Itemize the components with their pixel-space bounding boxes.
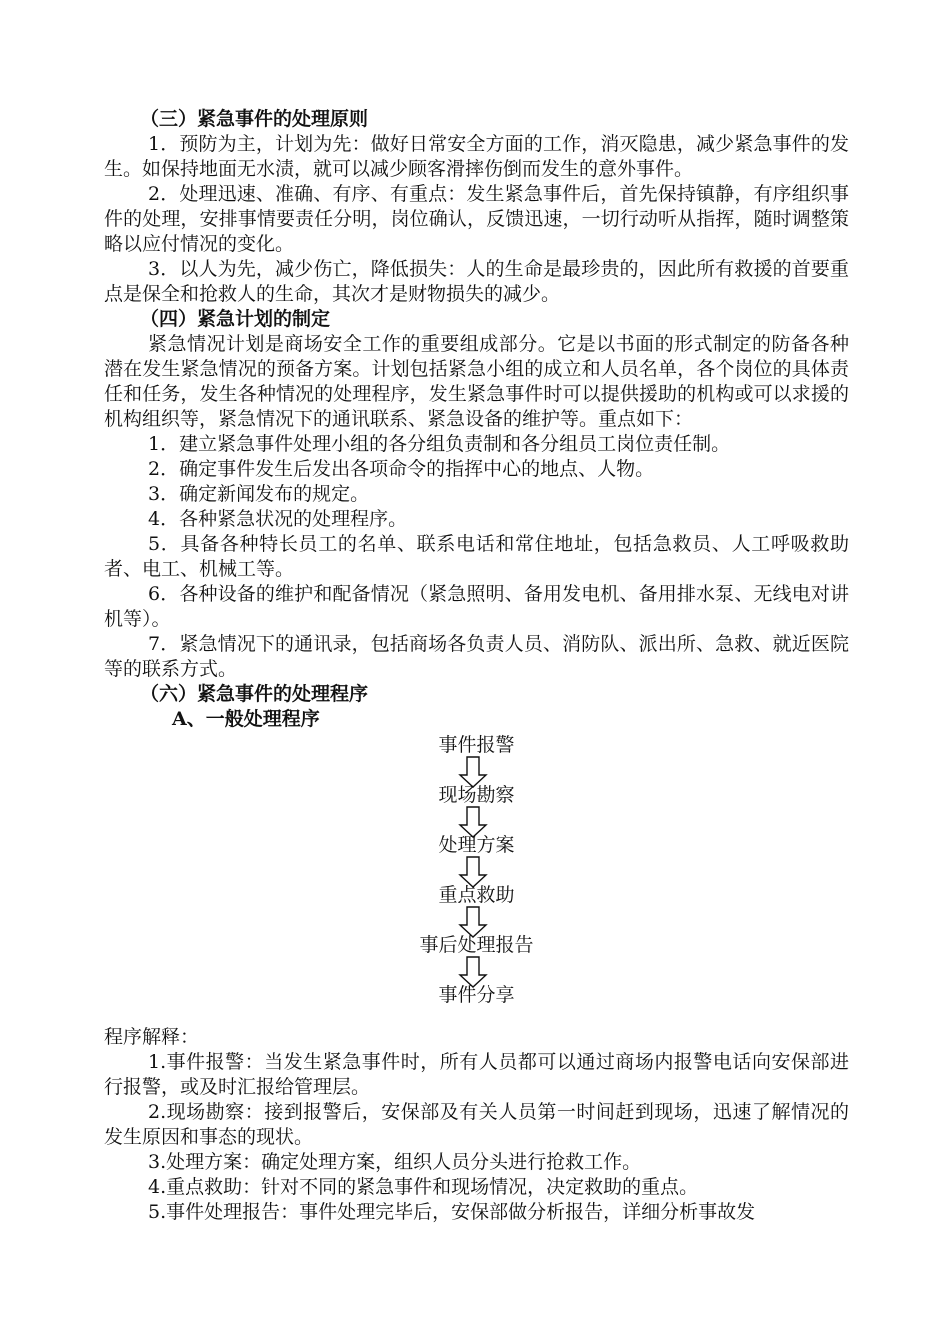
explanation-item: 3.处理方案：确定处理方案，组织人员分头进行抢救工作。 bbox=[148, 1151, 642, 1173]
explanation-item: 4.重点救助：针对不同的紧急事件和现场情况，决定救助的重点。 bbox=[148, 1176, 699, 1198]
flow-step: 现场勘察 bbox=[438, 784, 515, 806]
explanation-label: 程序解释： bbox=[104, 1026, 200, 1048]
section-4-item: 2．确定事件发生后发出各项命令的指挥中心的地点、人物。 bbox=[148, 458, 655, 480]
flow-step: 重点救助 bbox=[438, 884, 515, 906]
document-page bbox=[104, 107, 849, 1225]
section-4-intro: 紧急情况计划是商场安全工作的重要组成部分。它是以书面的形式制定的防备各种潜在发生紧急情况的预备方案。计划包括紧急小组的成立和人员名单，各个岗位的具体责任和任务，发生各种情况的处理程序，发生紧急事件时可以提供援助的机构或可以求援的机构组织等，紧急情况下的通讯联系、紧急设备的维护等。重点如下： bbox=[104, 333, 849, 430]
section-4-item: 5．具备各种特长员工的名单、联系电话和常住地址，包括急救员、人工呼吸救助者、电工、机械工等。 bbox=[104, 533, 849, 580]
section-4-item: 4．各种紧急状况的处理程序。 bbox=[148, 508, 408, 530]
section-6-subheading: A、一般处理程序 bbox=[172, 708, 320, 730]
section-4-heading: （四）紧急计划的制定 bbox=[140, 308, 331, 330]
flow-step: 事件分享 bbox=[438, 984, 515, 1006]
explanation-item: 2.现场勘察：接到报警后，安保部及有关人员第一时间赶到现场，迅速了解情况的发生原因和事态的现状。 bbox=[104, 1101, 849, 1148]
flow-step: 处理方案 bbox=[438, 834, 515, 856]
flow-step: 事件报警 bbox=[438, 734, 515, 756]
section-3-paragraph-2: 2．处理迅速、准确、有序、有重点：发生紧急事件后，首先保持镇静，有序组织事件的处理，安排事情要责任分明，岗位确认，反馈迅速，一切行动听从指挥，随时调整策略以应付情况的变化。 bbox=[104, 183, 849, 255]
section-6-heading: （六）紧急事件的处理程序 bbox=[140, 683, 369, 705]
section-4-item: 1．建立紧急事件处理小组的各分组负责制和各分组员工岗位责任制。 bbox=[148, 433, 731, 455]
explanation-item: 1.事件报警：当发生紧急事件时，所有人员都可以通过商场内报警电话向安保部进行报警，或及时汇报给管理层。 bbox=[104, 1051, 849, 1098]
process-flowchart bbox=[104, 733, 849, 1025]
section-4-item: 7．紧急情况下的通讯录，包括商场各负责人员、消防队、派出所、急救、就近医院等的联系方式。 bbox=[104, 633, 849, 680]
section-3-paragraph-1: 1．预防为主，计划为先：做好日常安全方面的工作，消灭隐患，减少紧急事件的发生。如保持地面无水渍，就可以减少顾客滑摔伤倒而发生的意外事件。 bbox=[104, 133, 849, 180]
explanation-item: 5.事件处理报告：事件处理完毕后，安保部做分析报告，详细分析事故发 bbox=[148, 1201, 756, 1223]
section-3-paragraph-3: 3．以人为先，减少伤亡，降低损失：人的生命是最珍贵的，因此所有救援的首要重点是保全和抢救人的生命，其次才是财物损失的减少。 bbox=[104, 258, 849, 305]
section-4-item: 6．各种设备的维护和配备情况（紧急照明、备用发电机、备用排水泵、无线电对讲机等）。 bbox=[104, 583, 849, 630]
section-4-item: 3．确定新闻发布的规定。 bbox=[148, 483, 370, 505]
section-3-heading: （三）紧急事件的处理原则 bbox=[140, 108, 369, 130]
flow-step: 事后处理报告 bbox=[419, 934, 534, 956]
